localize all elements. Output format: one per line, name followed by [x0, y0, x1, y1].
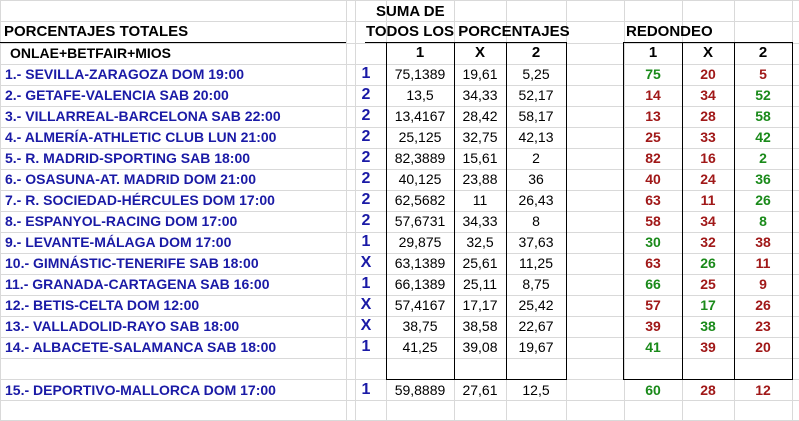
- round-x: 28: [700, 108, 716, 124]
- redondeo-header: REDONDEO: [626, 23, 713, 40]
- pct-1: 13,5: [406, 87, 434, 103]
- pct-1: 40,125: [398, 171, 442, 187]
- match-label: 1.- SEVILLA-ZARAGOZA DOM 19:00: [5, 66, 245, 82]
- pct-x: 32,5: [466, 234, 494, 250]
- round-1: 58: [645, 213, 661, 229]
- pick-sign: 2: [361, 191, 371, 208]
- pct-x: 17,17: [462, 297, 498, 313]
- round-2: 36: [755, 171, 771, 187]
- round-1: 75: [645, 66, 661, 82]
- pct-1: 41,25: [402, 339, 438, 355]
- round-1: 60: [645, 382, 661, 398]
- round-2: 52: [755, 87, 771, 103]
- pct-1: 62,5682: [394, 192, 446, 208]
- pick-sign: 2: [361, 107, 371, 124]
- round-x: 38: [700, 318, 716, 334]
- pct-2: 22,67: [518, 318, 554, 334]
- round-1: 82: [645, 150, 661, 166]
- pct-x: 23,88: [462, 171, 498, 187]
- suma-header-line2: TODOS LOS PORCENTAJES: [366, 23, 570, 40]
- pct-x: 34,33: [462, 87, 498, 103]
- round-2: 20: [755, 339, 771, 355]
- round-1: 25: [645, 129, 661, 145]
- pick-sign: 1: [361, 338, 371, 355]
- pct-x: 32,75: [462, 129, 498, 145]
- pct-2: 11,25: [519, 255, 553, 271]
- round-2: 2: [759, 150, 767, 166]
- match-label: 12.- BETIS-CELTA DOM 12:00: [5, 297, 200, 313]
- round-x: 24: [700, 171, 716, 187]
- border: [566, 42, 567, 380]
- red-col-header-x: X: [702, 44, 713, 61]
- gridline-v: [0, 0, 1, 420]
- pct-2: 12,5: [522, 382, 550, 398]
- pick-sign: 1: [361, 65, 371, 82]
- pct-2: 58,17: [518, 108, 554, 124]
- round-x: 28: [700, 382, 716, 398]
- pct-1: 57,4167: [394, 297, 446, 313]
- match-label: 9.- LEVANTE-MÁLAGA DOM 17:00: [5, 234, 232, 250]
- pct-x: 34,33: [462, 213, 498, 229]
- match-label: 13.- VALLADOLID-RAYO SAB 18:00: [5, 318, 240, 334]
- round-2: 5: [759, 66, 767, 82]
- gridline-h: [0, 358, 799, 359]
- pct-1: 57,6731: [394, 213, 446, 229]
- gridline-v: [355, 0, 356, 420]
- round-2: 12: [755, 382, 771, 398]
- pct-x: 27,61: [462, 382, 498, 398]
- round-1: 39: [645, 318, 661, 334]
- pick-sign: 1: [361, 275, 371, 292]
- round-2: 8: [759, 213, 767, 229]
- round-x: 34: [700, 87, 716, 103]
- subtitle: ONLAE+BETFAIR+MIOS: [10, 45, 172, 61]
- pct-2: 2: [532, 150, 540, 166]
- pct-1: 66,1389: [394, 276, 446, 292]
- match-label: 3.- VILLARREAL-BARCELONA SAB 22:00: [5, 108, 281, 124]
- round-2: 58: [755, 108, 771, 124]
- red-col-header-1: 1: [648, 44, 658, 61]
- pct-1: 63,1389: [394, 255, 446, 271]
- match-label: 7.- R. SOCIEDAD-HÉRCULES DOM 17:00: [5, 192, 275, 208]
- match-label: 11.- GRANADA-CARTAGENA SAB 16:00: [5, 276, 270, 292]
- pct-x: 11: [472, 192, 488, 208]
- round-2: 42: [755, 129, 771, 145]
- pct-x: 28,42: [462, 108, 498, 124]
- round-1: 14: [645, 87, 661, 103]
- pct-2: 8,75: [522, 276, 550, 292]
- round-x: 11: [700, 192, 716, 208]
- pct-x: 25,61: [462, 255, 498, 271]
- pct-2: 37,63: [518, 234, 554, 250]
- pct-1: 59,8889: [394, 382, 446, 398]
- match-label: 15.- DEPORTIVO-MALLORCA DOM 17:00: [5, 382, 276, 398]
- round-2: 23: [755, 318, 771, 334]
- match-label: 8.- ESPANYOL-RACING DOM 17:00: [5, 213, 238, 229]
- col-header-2: 2: [531, 44, 541, 61]
- pct-2: 8: [532, 213, 540, 229]
- pick-sign: X: [360, 317, 372, 334]
- pct-1: 75,1389: [394, 66, 446, 82]
- pick-sign: 2: [361, 212, 371, 229]
- round-2: 11: [755, 255, 771, 271]
- pick-sign: X: [360, 296, 372, 313]
- pct-x: 19,61: [462, 66, 498, 82]
- gridline-h: [0, 400, 799, 401]
- pct-2: 26,43: [518, 192, 554, 208]
- col-header-1: 1: [415, 44, 425, 61]
- round-x: 34: [700, 213, 716, 229]
- round-x: 32: [700, 234, 716, 250]
- pct-1: 38,75: [402, 318, 438, 334]
- match-label: 6.- OSASUNA-AT. MADRID DOM 21:00: [5, 171, 256, 187]
- round-x: 39: [700, 339, 716, 355]
- pct-2: 42,13: [518, 129, 554, 145]
- round-1: 41: [645, 339, 661, 355]
- gridline-v: [624, 0, 625, 420]
- pick-sign: 2: [361, 86, 371, 103]
- match-label: 4.- ALMERÍA-ATHLETIC CLUB LUN 21:00: [5, 129, 277, 145]
- round-2: 9: [759, 276, 767, 292]
- pct-1: 13,4167: [394, 108, 446, 124]
- suma-header-line1: SUMA DE: [376, 3, 445, 20]
- gridline-v: [346, 0, 347, 420]
- round-2: 26: [755, 192, 771, 208]
- match-label: 10.- GIMNÁSTIC-TENERIFE SAB 18:00: [5, 255, 259, 271]
- pct-x: 38,58: [462, 318, 498, 334]
- round-1: 63: [645, 255, 661, 271]
- page-title: PORCENTAJES TOTALES: [4, 23, 189, 40]
- pct-2: 19,67: [518, 339, 554, 355]
- round-1: 30: [645, 234, 661, 250]
- round-1: 40: [645, 171, 661, 187]
- match-label: 5.- R. MADRID-SPORTING SAB 18:00: [5, 150, 251, 166]
- round-x: 17: [700, 297, 716, 313]
- pct-2: 5,25: [522, 66, 550, 82]
- gridline-h: [0, 0, 799, 1]
- round-1: 13: [645, 108, 661, 124]
- pick-sign: 1: [361, 233, 371, 250]
- pct-2: 36: [528, 171, 544, 187]
- round-1: 66: [645, 276, 661, 292]
- pct-2: 52,17: [518, 87, 554, 103]
- match-label: 2.- GETAFE-VALENCIA SAB 20:00: [5, 87, 229, 103]
- round-2: 38: [755, 234, 771, 250]
- pct-1: 25,125: [398, 129, 442, 145]
- pct-1: 82,3889: [394, 150, 446, 166]
- round-x: 16: [700, 150, 716, 166]
- pct-x: 15,61: [462, 150, 498, 166]
- pct-x: 25,11: [463, 276, 497, 292]
- pct-x: 39,08: [462, 339, 498, 355]
- round-1: 57: [645, 297, 661, 313]
- pick-sign: 1: [361, 381, 371, 398]
- pct-2: 25,42: [518, 297, 554, 313]
- pct-1: 29,875: [398, 234, 442, 250]
- round-x: 20: [700, 66, 716, 82]
- round-x: 26: [700, 255, 716, 271]
- match-label: 14.- ALBACETE-SALAMANCA SAB 18:00: [5, 339, 277, 355]
- round-2: 26: [755, 297, 771, 313]
- pick-sign: X: [360, 254, 372, 271]
- border: [792, 42, 793, 380]
- round-x: 33: [700, 129, 716, 145]
- red-col-header-2: 2: [758, 44, 768, 61]
- pick-sign: 2: [361, 149, 371, 166]
- pick-sign: 2: [361, 170, 371, 187]
- col-header-x: X: [474, 44, 485, 61]
- round-x: 25: [700, 276, 716, 292]
- pick-sign: 2: [361, 128, 371, 145]
- round-1: 63: [645, 192, 661, 208]
